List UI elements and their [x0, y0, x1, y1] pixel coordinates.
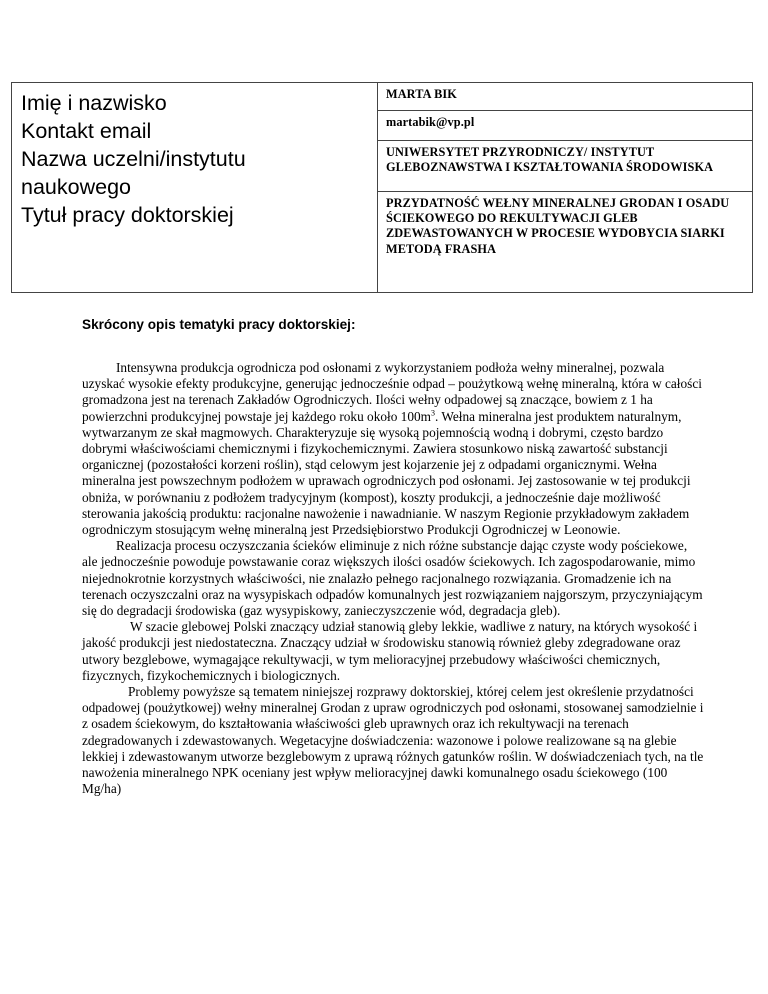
paragraph-1-part2: . Wełna mineralna jest produktem naturalnym, wytwarzanym ze skał magmowych. Charakteryzuje się wysoką pojemnością wodną i dobrymi, często bardzo dobrymi właściwościami chemicznymi i fizykochemicznymi. Zawiera stosunkowo niską zawartość substancji organicznej (pozostałości korzeni roślin), stąd celowym jest kojarzenie jej z odpadami organicznymi. Wełna mineralna jest powszechnym podłożem w uprawach ogrodniczych pod osłonami. Jej zastosowanie w tej produkcji obniża, w porównaniu z podłożem tradycyjnym (kompost), koszty produkcji, a jednocześnie daje możliwość sterowania jakością produktu: racjonalne nawożenie i nawadnianie. W naszym Regionie przykładowym zakładem ogrodniczym stosującym wełnę mineralną jest Przedsiębiorstwo Produkcji Ogrodniczej w Leonowie.	[82, 408, 691, 538]
email-label: Kontakt email	[21, 119, 152, 143]
name-label: Imię i nazwisko	[21, 91, 167, 115]
name-value: MARTA BIK	[378, 83, 753, 111]
info-table	[11, 82, 753, 293]
paragraph-3: W szacie glebowej Polski znaczący udział stanowią gleby lekkie, wadliwe z natury, na których wysokość i jakość produkcji jest niedostateczna. Znaczący udział w środowisku stanowią również gleby zdegradowane oraz utwory bezglebowe, wymagające rekultywacji, w tym melioracyjnej przebudowy właściwości chemicznych, fizycznych, fizykochemicznych i biologicznych.	[82, 619, 698, 683]
thesis-label: Tytuł pracy doktorskiej	[21, 203, 234, 227]
paragraph-4: Problemy powyższe są tematem niniejszej rozprawy doktorskiej, której celem jest określenie przydatności odpadowej (poużytkowej) wełny mineralnej Grodan z upraw ogrodniczych pod osłonami, stosowanej samodzielnie i z osadem ściekowym, do kształtowania właściwości gleb uprawnych oraz ich rekultywacji na terenach zdegradowanych i zdewastowanych. Wegetacyjne doświadczenia: wazonowe i polowe realizowane są na glebie lekkiej i zdewastowanym utworze bezglebowym z uprawą różnych gatunków roślin. W doświadczeniach tych, na tle nawożenia mineralnego NPK oceniany jest wpływ melioracyjnej dawki komunalnego osadu ściekowego (100 Mg/ha)	[82, 684, 704, 797]
institution-label-line2: naukowego	[21, 175, 131, 199]
labels-cell	[12, 83, 378, 293]
summary-title: Skrócony opis tematyki pracy doktorskiej:	[82, 317, 356, 332]
paragraph-1-part1: Intensywna produkcja ogrodnicza pod osłonami z wykorzystaniem podłoża wełny mineralnej, pozwala uzyskać wysokie efekty produkcyjne, generując jednocześnie odpad – poużytkową wełnę mineralną, która w całości gromadzona jest na terenach Zakładów Ogrodniczych. Ilości wełny odpadowej są znaczące, bowiem z 1 ha powierzchni produkcyjnej powstaje jej każdego roku około 100m	[82, 360, 702, 424]
paragraph-1	[82, 360, 704, 538]
institution-label-line1: Nazwa uczelni/instytutu	[21, 147, 246, 171]
superscript-3: 3	[430, 408, 435, 418]
summary-body	[82, 360, 704, 797]
thesis-title-value: PRZYDATNOŚĆ WEŁNY MINERALNEJ GRODAN I OSADU ŚCIEKOWEGO DO REKULTYWACJI GLEB ZDEWASTOWANYCH W PROCESIE WYDOBYCIA SIARKI METODĄ FRASHA	[378, 191, 753, 292]
institution-value: UNIWERSYTET PRZYRODNICZY/ INSTYTUT GLEBOZNAWSTWA I KSZTAŁTOWANIA ŚRODOWISKA	[378, 140, 753, 191]
email-value: martabik@vp.pl	[378, 111, 753, 140]
paragraph-2: Realizacja procesu oczyszczania ścieków eliminuje z nich różne substancje dając czyste wody pościekowe, ale jednocześnie powoduje powstawanie coraz większych ilości osadów ściekowych. Ich zagospodarowanie, mimo niejednokrotnie korzystnych właściwości, nie znalazło pełnego racjonalnego rozwiązania. Gromadzenie ich na terenach oczyszczalni oraz na wysypiskach odpadów komunalnych jest rozwiązaniem najgorszym, przyczyniającym się do degradacji środowiska (gaz wysypiskowy, zanieczyszczenie wód, degradacja gleb).	[82, 538, 703, 619]
